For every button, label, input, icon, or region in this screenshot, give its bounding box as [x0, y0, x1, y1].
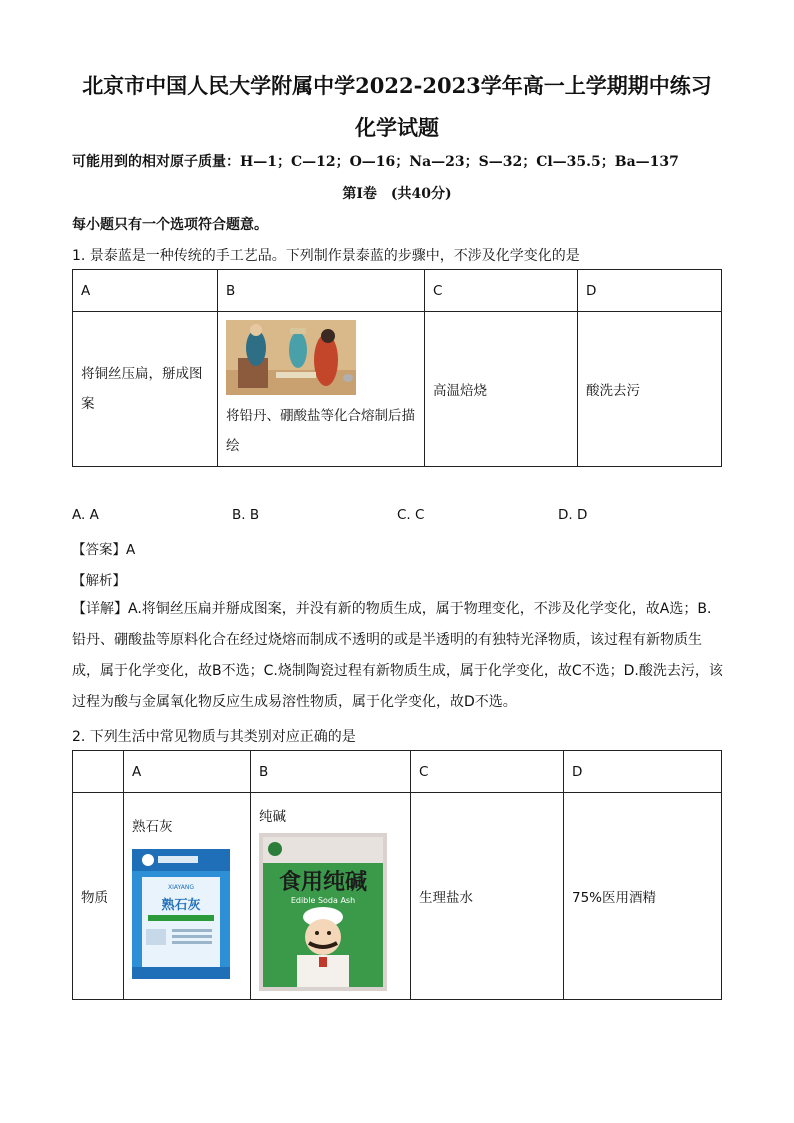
q1-cell-d: 酸洗去污: [578, 312, 722, 467]
q2-cell-a-label: 熟石灰: [132, 819, 173, 835]
instruction: 每小题只有一个选项符合题意。: [72, 217, 268, 233]
q1-stem: 1. 景泰蓝是一种传统的手工艺品。下列制作景泰蓝的步骤中，不涉及化学变化的是: [72, 248, 580, 264]
q2-header-d: D: [564, 751, 722, 793]
slaked-lime-bag-image: [132, 849, 230, 979]
bag-b-text: 食用纯碱: [278, 870, 368, 895]
section-heading: 第Ⅰ卷 (共40分): [342, 186, 452, 202]
q1-table: [72, 269, 722, 467]
q1-header-a: A: [73, 270, 218, 312]
q2-header-c: C: [411, 751, 564, 793]
q1-header-c: C: [425, 270, 578, 312]
q2-header-b: B: [251, 751, 411, 793]
painting-image: [226, 320, 356, 395]
q1-analysis: 【解析】: [72, 573, 126, 589]
document-subtitle: 化学试题: [355, 115, 439, 140]
q1-option-b: B. B: [232, 507, 260, 523]
q1-detail: 【详解】A.将铜丝压扁并掰成图案，并没有新的物质生成，属于物理变化，不涉及化学变化，故A选；B.铅丹、硼酸盐等原料化合在经过烧熔而制成不透明的或是半透明的有独特光泽物质，该过程有新物质生成，属于化学变化，故B不选；C.烧制陶瓷过程有新物质生成，属于化学变化，故C不选；D.酸洗去污，该过程为酸与金属氧化物反应生成易溶性物质，属于化学变化，故D不选。: [72, 601, 723, 710]
q2-table: [72, 750, 722, 1000]
atomic-masses: 可能用到的相对原子质量：H—1；C—12；O—16；Na—23；S—32；Cl—35.5；Ba—137: [72, 154, 679, 170]
q1-answer: 【答案】A: [72, 542, 136, 558]
bag-b-sub: Edible Soda Ash: [290, 896, 356, 905]
q2-cell-c: 生理盐水: [411, 793, 564, 1000]
q2-header-a: A: [124, 751, 251, 793]
q1-cell-a: 将铜丝压扁，掰成图案: [73, 312, 218, 467]
q2-cell-a: [124, 793, 251, 1000]
bag-a-text: 熟石灰: [161, 898, 201, 913]
soda-ash-bag-image: [259, 833, 387, 991]
q2-cell-b: [251, 793, 411, 1000]
q2-cell-b-label: 纯碱: [259, 809, 286, 825]
q1-cell-c: 高温焙烧: [425, 312, 578, 467]
q1-header-b: B: [218, 270, 425, 312]
q1-option-c: C. C: [397, 507, 425, 523]
q1-option-a: A. A: [72, 507, 99, 523]
bag-a-brand: XIAYANG: [168, 884, 194, 891]
document-title: 北京市中国人民大学附属中学2022-2023学年高一上学期期中练习: [82, 73, 712, 98]
q1-cell-b: [218, 312, 425, 467]
q2-cell-d: 75%医用酒精: [564, 793, 722, 1000]
q2-stem: 2. 下列生活中常见物质与其类别对应正确的是: [72, 729, 356, 745]
q1-cell-b-text: 将铅丹、硼酸盐等化合熔制后描绘: [226, 408, 415, 454]
q2-header-empty: [73, 751, 124, 793]
q1-header-d: D: [578, 270, 722, 312]
q2-row-label: 物质: [73, 793, 124, 1000]
q1-option-d: D. D: [558, 507, 588, 523]
